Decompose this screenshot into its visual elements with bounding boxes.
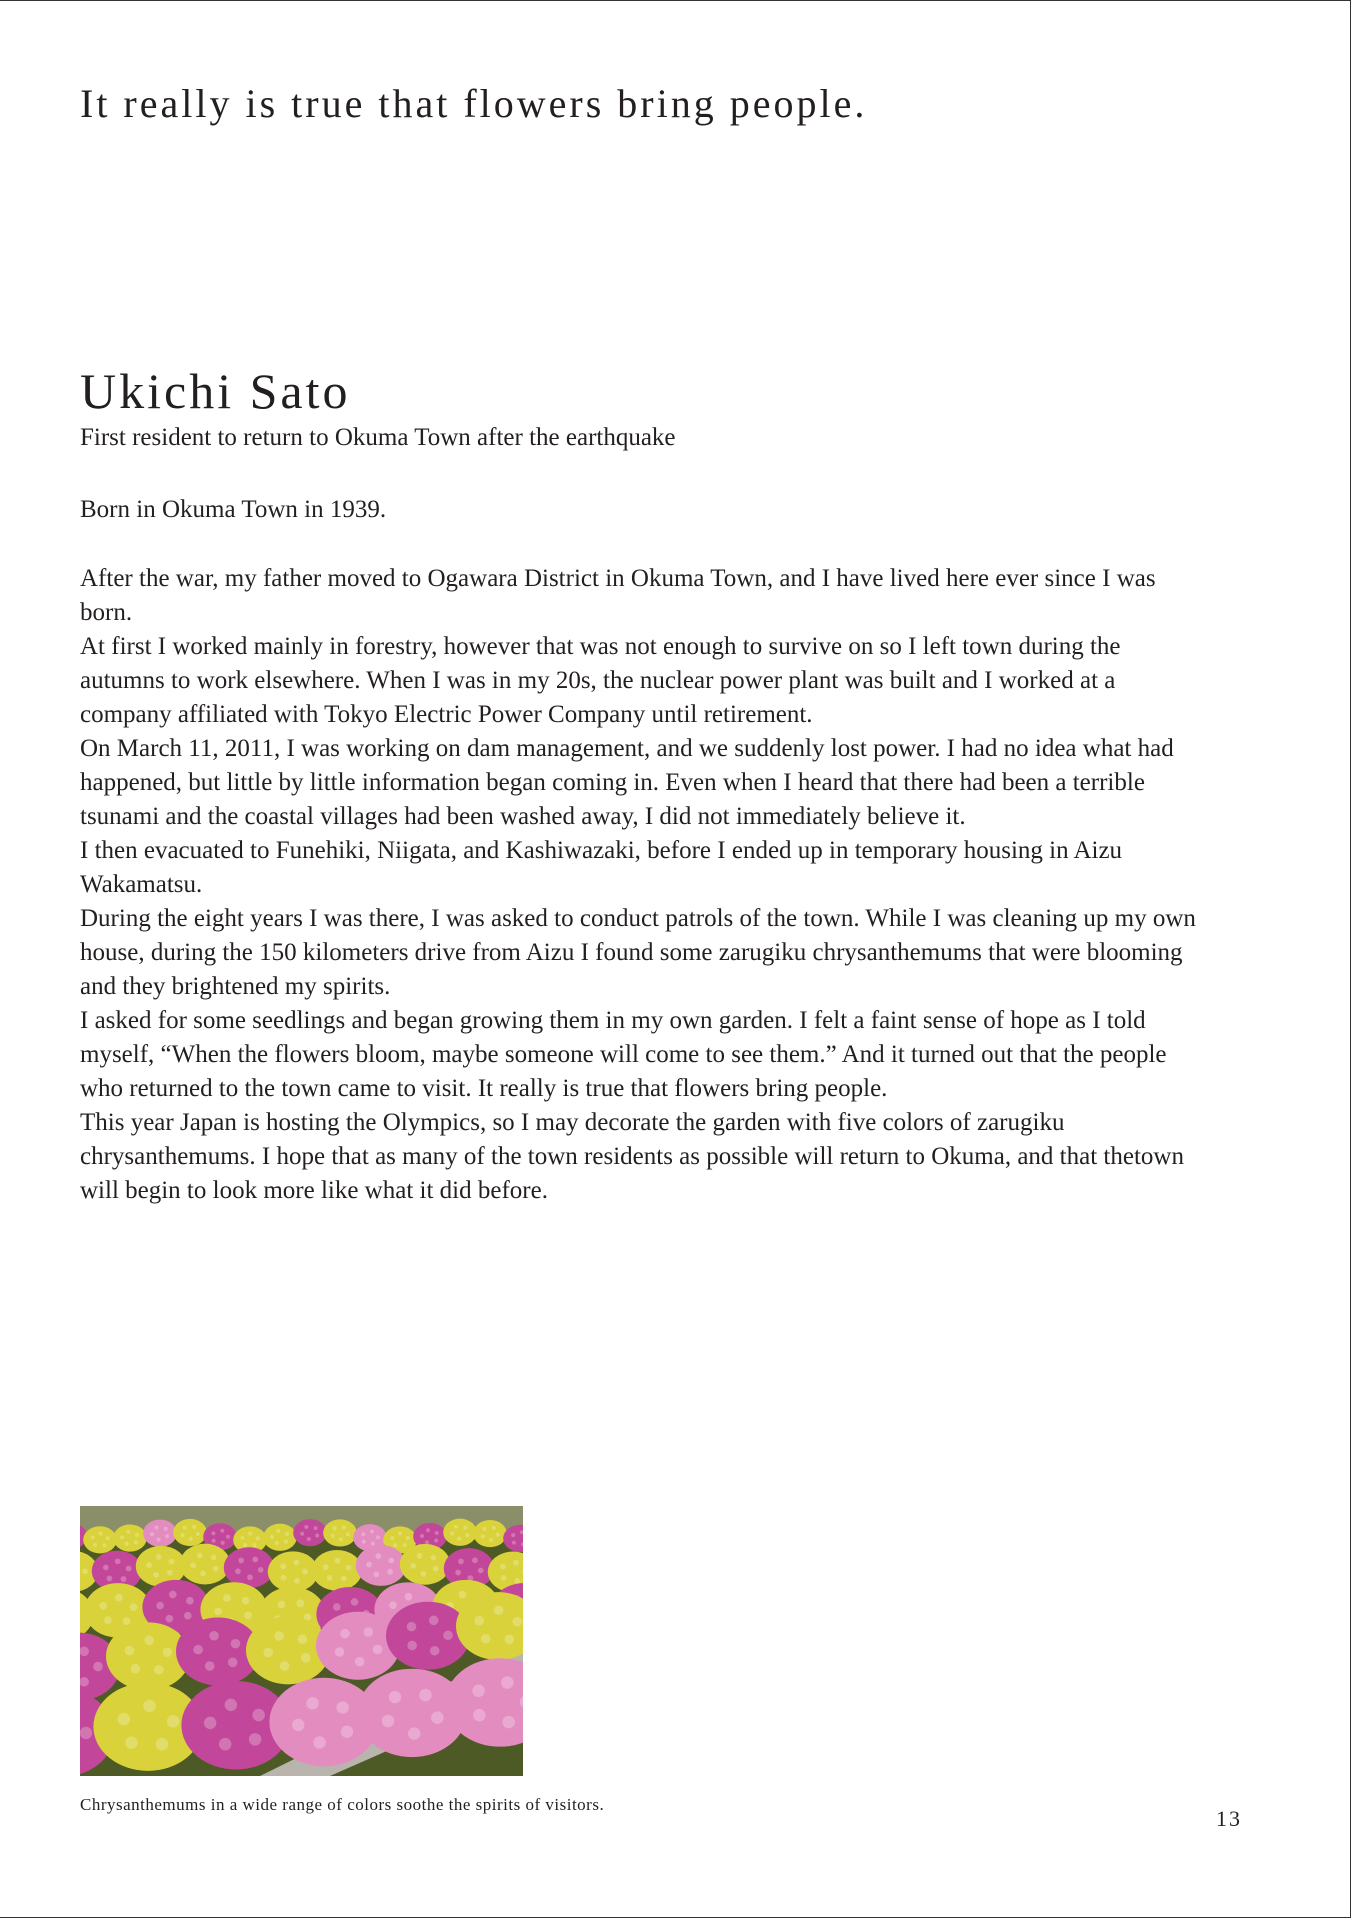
flower-highlight [248, 1532, 252, 1536]
flower-highlight [200, 1571, 206, 1577]
flower-highlight [242, 1597, 250, 1605]
flower-highlight [280, 1661, 290, 1671]
flower-highlight [333, 1603, 341, 1611]
flower-highlight [189, 1537, 193, 1541]
flower-highlight [362, 1540, 366, 1544]
flower-highlight [333, 1526, 337, 1530]
flower-highlight [169, 1591, 177, 1599]
flower-highlight [336, 1701, 348, 1713]
flower-highlight [130, 1603, 138, 1611]
chrysanthemum-bush [400, 1544, 450, 1585]
chrysanthemum-bush [473, 1520, 507, 1547]
flower-highlight [341, 1575, 347, 1581]
flower-highlight [278, 1601, 286, 1609]
flower-highlight [302, 1569, 308, 1575]
flower-highlight [211, 1531, 215, 1535]
flower-highlight [219, 1738, 231, 1750]
flower-highlight [361, 1532, 365, 1536]
flower-highlight [435, 1531, 439, 1535]
flower-highlight [406, 1536, 410, 1540]
flower-highlight [346, 1565, 352, 1571]
flower-highlight [408, 1727, 420, 1739]
flower-highlight [156, 1738, 168, 1750]
flower-highlight [166, 1615, 174, 1623]
flower-highlight [126, 1566, 132, 1572]
flower-highlight [169, 1559, 175, 1565]
flower-highlight [167, 1570, 173, 1576]
flower-highlight [190, 1563, 196, 1569]
flower-highlight [450, 1532, 454, 1536]
flower-highlight [390, 1536, 394, 1540]
flower-highlight [304, 1525, 308, 1529]
person-role: First resident to return to Okuma Town after the earthquake [80, 424, 676, 451]
flower-highlight [307, 1537, 311, 1541]
flower-highlight [238, 1558, 244, 1564]
flower-highlight [500, 1564, 506, 1570]
flower-highlight [192, 1525, 196, 1529]
flower-highlight [492, 1526, 496, 1530]
flower-highlight [98, 1531, 102, 1535]
flower-highlight [285, 1532, 289, 1536]
flower-highlight [106, 1536, 110, 1540]
flower-highlight [263, 1648, 273, 1658]
flower-highlight [144, 1636, 154, 1646]
flower-highlight [252, 1557, 258, 1563]
flower-highlight [93, 1543, 97, 1547]
flower-highlight [165, 1534, 169, 1538]
flower-highlight [334, 1558, 340, 1564]
flower-highlight [512, 1617, 522, 1627]
story-paragraph: On March 11, 2011, I was working on dam management, and we suddenly lost power. I had no idea what had happened, but little by little information began coming in. Even when I heard that there had been a terrible tsunami and the coastal villages had been washed away, I did not immediately believe it. [80, 735, 1174, 830]
flower-highlight [474, 1616, 484, 1626]
flower-highlight [342, 1525, 346, 1529]
flower-highlight [489, 1538, 493, 1542]
flower-highlight [501, 1676, 513, 1688]
flower-highlight [327, 1575, 333, 1581]
chrysanthemum-photo [80, 1506, 523, 1776]
flower-highlight [123, 1617, 131, 1625]
flower-highlight [102, 1543, 106, 1547]
flower-highlight [294, 1578, 300, 1584]
flower-highlight [420, 1571, 426, 1577]
flower-highlight [481, 1634, 491, 1644]
story-body [80, 562, 1210, 1208]
flower-highlight [281, 1575, 287, 1581]
chrysanthemum-bush [173, 1519, 207, 1546]
flower-highlight [417, 1553, 423, 1559]
flower-highlight [143, 1700, 155, 1712]
flower-highlight [154, 1526, 158, 1530]
flower-highlight [276, 1529, 280, 1533]
flower-highlight [371, 1542, 375, 1546]
flower-highlight [314, 1526, 318, 1530]
flower-highlight [212, 1539, 216, 1543]
flower-highlight [430, 1646, 440, 1656]
flower-highlight [125, 1646, 135, 1656]
flower-highlight [167, 1715, 179, 1727]
chrysanthemum-bush [312, 1550, 362, 1591]
flower-highlight [270, 1535, 274, 1539]
flower-highlight [313, 1736, 325, 1748]
flower-highlight [370, 1529, 374, 1533]
flower-highlight [315, 1534, 319, 1538]
story-paragraph: This year Japan is hosting the Olympics, so I may decorate the garden with five colors of zarugiku chrysanthemums. I hope that as many of the town residents as possible will return to Okuma, and that thetown will begin to look more like what it did before. [80, 1109, 1184, 1204]
flower-highlight [346, 1532, 350, 1536]
flower-highlight [294, 1560, 300, 1566]
flower-highlight [463, 1526, 467, 1530]
page-number: 13 [1216, 1806, 1242, 1831]
flower-highlight [115, 1559, 121, 1565]
flower-highlight [388, 1558, 394, 1564]
flower-highlight [99, 1602, 107, 1610]
flower-highlight [157, 1538, 161, 1542]
flower-highlight [156, 1602, 164, 1610]
flower-highlight [275, 1541, 279, 1545]
flower-highlight [164, 1527, 168, 1531]
flower-highlight [134, 1540, 138, 1544]
flower-highlight [107, 1576, 113, 1582]
flower-highlight [514, 1578, 520, 1584]
flower-highlight [226, 1535, 230, 1539]
flower-highlight [280, 1563, 286, 1569]
flower-highlight [398, 1532, 402, 1536]
flower-highlight [502, 1716, 514, 1728]
chrysanthemum-bush [293, 1519, 327, 1546]
flower-highlight [375, 1553, 381, 1559]
flower-highlight [252, 1709, 264, 1721]
flower-highlight [156, 1554, 162, 1560]
flower-highlight [335, 1647, 345, 1657]
flower-highlight [331, 1534, 335, 1538]
flower-highlight [163, 1647, 173, 1657]
flower-highlight [382, 1715, 394, 1727]
flower-highlight [457, 1537, 461, 1541]
chrysanthemum-bush [323, 1519, 357, 1546]
flower-highlight [481, 1534, 485, 1538]
flower-highlight [91, 1536, 95, 1540]
flower-highlight [186, 1597, 194, 1605]
flower-highlight [183, 1526, 187, 1530]
flower-highlight [296, 1599, 304, 1607]
flower-highlight [426, 1528, 430, 1532]
flower-highlight [355, 1657, 365, 1667]
flower-highlight [431, 1555, 437, 1561]
flower-highlight [221, 1541, 225, 1545]
flower-highlight [204, 1717, 216, 1729]
flower-highlight [513, 1560, 519, 1566]
flower-highlight [504, 1635, 514, 1645]
flower-highlight [225, 1699, 237, 1711]
flower-highlight [104, 1616, 112, 1624]
flower-highlight [298, 1634, 308, 1644]
flower-highlight [213, 1566, 219, 1572]
flower-highlight [376, 1535, 380, 1539]
chrysanthemum-bush [143, 1520, 177, 1547]
flower-highlight [131, 1664, 141, 1674]
flower-highlight [465, 1533, 469, 1537]
flower-highlight [205, 1661, 215, 1671]
flower-highlight [231, 1639, 241, 1649]
chrysanthemum-bush [443, 1519, 477, 1546]
flower-highlight [196, 1532, 200, 1536]
story-paragraph: I asked for some seedlings and began growing them in my own garden. I felt a faint sense of hope as I told myself, “When the flowers bloom, maybe someone will come to see them.” And it turned out that the people who returned to the town came to visit. It really is true that flowers bring people. [80, 1007, 1167, 1102]
flower-highlight [419, 1689, 431, 1701]
flower-highlight [197, 1553, 203, 1559]
chrysanthemum-bush [268, 1551, 318, 1592]
chrysanthemum-bush [113, 1524, 147, 1551]
flower-highlight [373, 1571, 379, 1577]
flower-highlight [389, 1601, 397, 1609]
flower-highlight [258, 1567, 264, 1573]
photo-caption: Chrysanthemums in a wide range of colors soothe the spirits of visitors. [80, 1795, 605, 1814]
flower-highlight [120, 1535, 124, 1539]
flower-highlight [223, 1594, 231, 1602]
flower-highlight [494, 1605, 504, 1615]
flower-highlight [387, 1569, 393, 1575]
flower-highlight [425, 1540, 429, 1544]
flower-highlight [472, 1557, 478, 1563]
chrysanthemum-bush [224, 1547, 274, 1588]
flower-highlight [256, 1536, 260, 1540]
flower-highlight [351, 1598, 359, 1606]
flower-highlight [366, 1562, 372, 1568]
flower-highlight [434, 1539, 438, 1543]
flower-highlight [459, 1591, 467, 1599]
flower-highlight [82, 1568, 88, 1574]
flower-highlight [247, 1574, 253, 1580]
flower-highlight [407, 1641, 417, 1651]
flower-highlight [80, 1727, 92, 1739]
flower-highlight [340, 1629, 350, 1639]
flower-highlight [341, 1725, 353, 1737]
flower-highlight [240, 1536, 244, 1540]
flower-highlight [235, 1569, 241, 1575]
flower-highlight [431, 1711, 443, 1723]
flower-highlight [420, 1534, 424, 1538]
flower-highlight [512, 1541, 516, 1545]
flower-highlight [389, 1691, 401, 1703]
flower-highlight [284, 1539, 288, 1543]
flower-highlight [455, 1570, 461, 1576]
flower-highlight [478, 1568, 484, 1574]
flower-highlight [211, 1555, 217, 1561]
flower-highlight [150, 1532, 154, 1536]
story-paragraph: During the eight years I was there, I was asked to conduct patrols of the town. While I was cleaning up my own house, during the 150 kilometers drive from Aizu I found some zarugiku chrysanthemums that were blooming and they brightened my spirits. [80, 905, 1196, 1000]
chrysanthemum-bush [386, 1602, 470, 1670]
flower-highlight [454, 1525, 458, 1529]
flower-highlight [243, 1543, 247, 1547]
flower-highlight [214, 1607, 222, 1615]
flower-highlight [292, 1719, 304, 1731]
flower-highlight [429, 1616, 439, 1626]
flower-highlight [153, 1572, 159, 1578]
story-paragraph: After the war, my father moved to Ogawara District in Okuma Town, and I have lived here ever since I was born. [80, 565, 1156, 626]
flower-highlight [181, 1533, 185, 1537]
flower-highlight [135, 1533, 139, 1537]
flower-highlight [405, 1593, 413, 1601]
flower-highlight [244, 1612, 252, 1620]
flower-highlight [339, 1537, 343, 1541]
flower-highlight [193, 1645, 203, 1655]
flower-highlight [209, 1631, 219, 1641]
flower-highlight [373, 1645, 383, 1655]
flower-highlight [364, 1627, 374, 1637]
chrysanthemum-bush [83, 1526, 117, 1553]
flower-highlight [323, 1564, 329, 1570]
chrysanthemum-bush [263, 1524, 297, 1551]
flower-highlight [249, 1733, 261, 1745]
flower-highlight [103, 1565, 109, 1571]
flower-highlight [496, 1533, 500, 1537]
flower-highlight [146, 1562, 152, 1568]
flower-highlight [301, 1653, 311, 1663]
person-name: Ukichi Sato [80, 363, 351, 419]
chrysanthemum-bush [180, 1544, 230, 1585]
flower-highlight [443, 1630, 453, 1640]
flower-highlight [473, 1709, 485, 1721]
flower-highlight [501, 1575, 507, 1581]
flower-highlight [126, 1530, 130, 1534]
flower-highlight [252, 1543, 256, 1547]
flower-highlight [472, 1684, 484, 1696]
flower-highlight [125, 1737, 137, 1749]
chrysanthemum-bush [316, 1612, 400, 1680]
flower-highlight [228, 1658, 238, 1668]
flower-highlight [306, 1697, 318, 1709]
flower-highlight [403, 1543, 407, 1547]
flower-highlight [115, 1594, 123, 1602]
flower-highlight [220, 1529, 224, 1533]
flower-highlight [482, 1527, 486, 1531]
flower-highlight [125, 1542, 129, 1546]
flower-highlight [121, 1576, 127, 1582]
headline: It really is true that flowers bring people. [80, 81, 868, 126]
flower-highlight [433, 1566, 439, 1572]
flower-highlight [274, 1631, 284, 1641]
story-paragraph: At first I worked mainly in forestry, however that was not enough to survive on so I left town during the autumns to work elsewhere. When I was in my 20s, the nuclear power plant was built and I worked at a company affiliated with Tokyo Electric Power Company until retirement. [80, 633, 1121, 728]
flower-highlight [511, 1533, 515, 1537]
chrysanthemum-bush [356, 1545, 406, 1586]
chrysanthemum-illustration [80, 1506, 523, 1776]
flower-highlight [458, 1559, 464, 1565]
flower-highlight [393, 1543, 397, 1547]
story-paragraph: I then evacuated to Funehiki, Niigata, and Kashiwazaki, before I ended up in temporary housing in Aizu Wakamatsu. [80, 837, 1123, 898]
flower-highlight [184, 1612, 192, 1620]
flower-highlight [93, 1662, 103, 1672]
flower-highlight [407, 1622, 417, 1632]
flower-highlight [410, 1563, 416, 1569]
flower-highlight [300, 1532, 304, 1536]
flower-highlight [118, 1713, 130, 1725]
flower-highlight [154, 1665, 164, 1675]
birth-line: Born in Okuma Town in 1939. [80, 496, 387, 523]
